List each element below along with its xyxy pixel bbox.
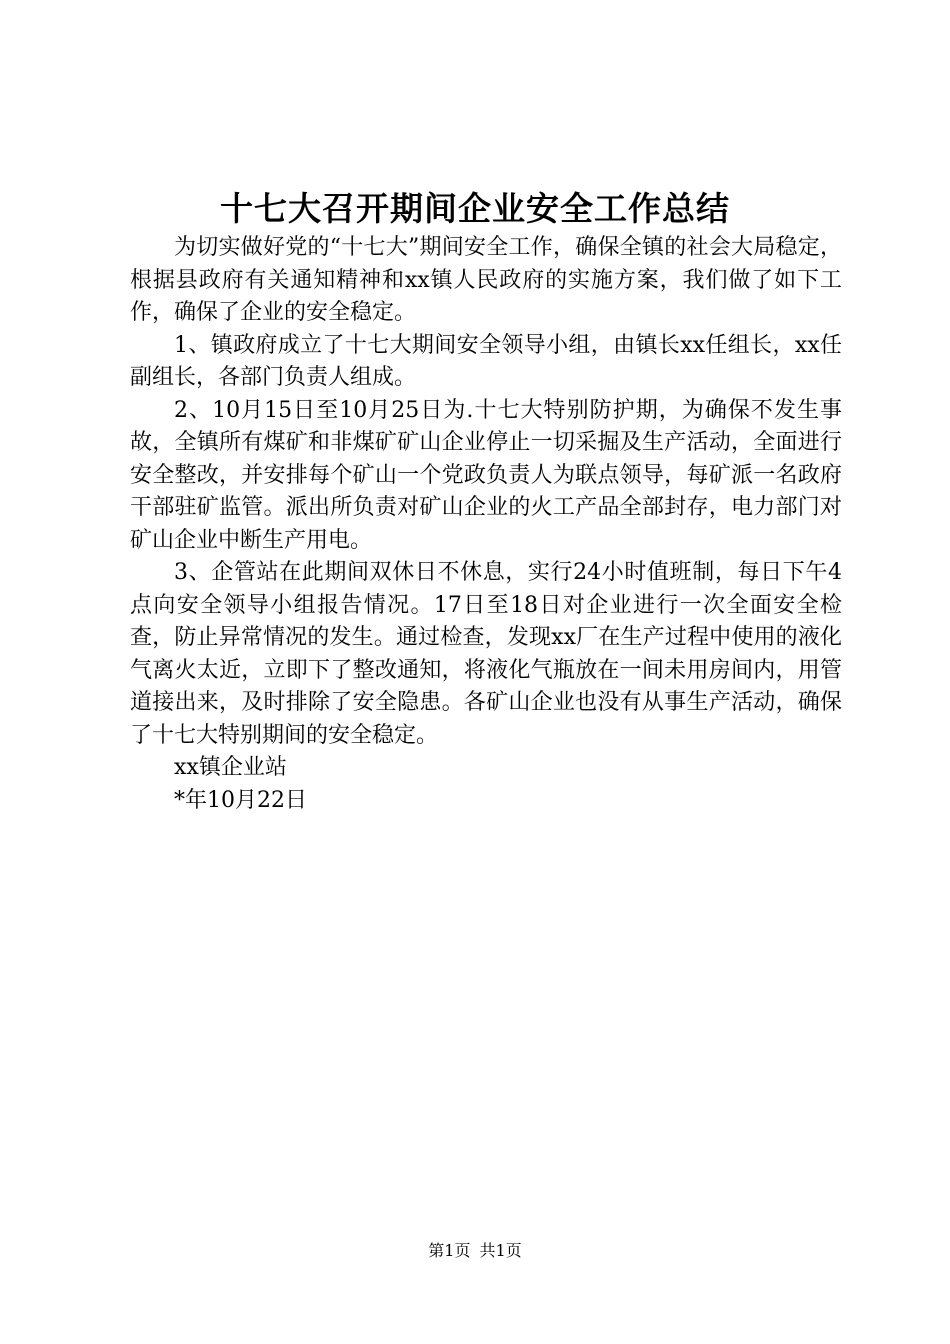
paragraph-item-3: 3、企管站在此期间双休日不休息，实行24小时值班制，每日下午4点向安全领导小组报告情况。17日至18日对企业进行一次全面安全检查，防止异常情况的发生。通过检查，发现xx厂在生产过程中使用的液化气离火太近，立即下了整改通知，将液化气瓶放在一间未用房间内，用管道接出来，及时排除了安全隐患。各矿山企业也没有从事生产活动，确保了十七大特别期间的安全稳定。: [130, 560, 842, 748]
paragraph-item-1: 1、镇政府成立了十七大期间安全领导小组，由镇长xx任组长，xx任副组长，各部门负责人组成。: [130, 332, 842, 390]
date-line: *年10月22日: [174, 787, 307, 813]
page-total: 共1页: [479, 1241, 522, 1260]
page-number: 第1页: [428, 1241, 471, 1260]
document-body: [130, 232, 842, 817]
paragraph-item-2: 2、10月15日至10月25日为.十七大特别防护期，为确保不发生事故，全镇所有煤矿和非煤矿矿山企业停止一切采掘及生产活动，全面进行安全整改，并安排每个矿山一个党政负责人为联点领导，每矿派一名政府干部驻矿监管。派出所负责对矿山企业的火工产品全部封存，电力部门对矿山企业中断生产用电。: [130, 397, 842, 553]
signature-line: xx镇企业站: [174, 755, 287, 780]
paragraph-intro: 为切实做好党的“十七大”期间安全工作，确保全镇的社会大局稳定，根据县政府有关通知精神和xx镇人民政府的实施方案，我们做了如下工作，确保了企业的安全稳定。: [130, 235, 842, 325]
document-title: 十七大召开期间企业安全工作总结: [220, 189, 730, 228]
page-footer: [0, 1240, 950, 1262]
